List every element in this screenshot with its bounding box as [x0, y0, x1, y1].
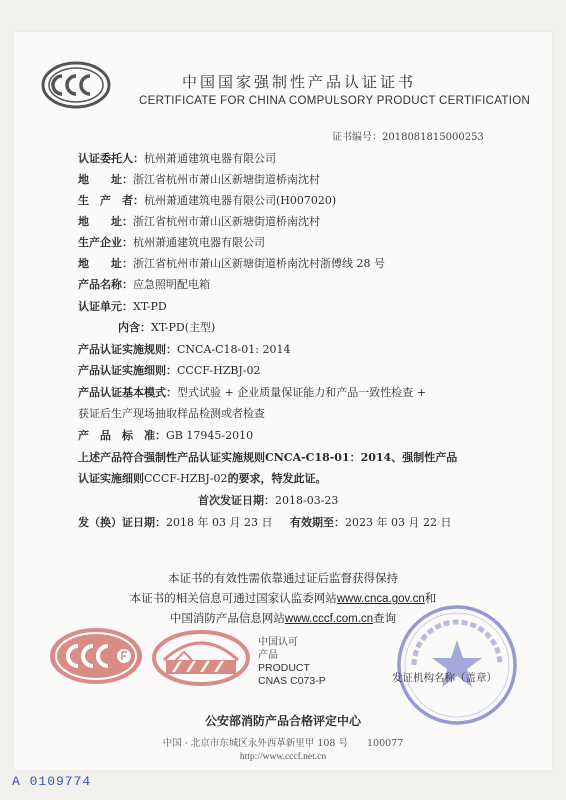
field-label: 首次发证日期：: [198, 494, 275, 507]
field-value: 应急照明配电箱: [133, 278, 210, 291]
field-value: 杭州萧通建筑电器有限公司(H007020): [144, 194, 337, 207]
notice-text: 中国消防产品信息网站: [169, 611, 285, 625]
field-label: 生产企业：: [78, 236, 133, 249]
field-label: 认证单元：: [78, 300, 133, 313]
issuing-authority: 公安部消防产品合格评定中心: [204, 714, 361, 728]
field-value: XT-PD: [133, 300, 167, 313]
field-detail-rule: [78, 362, 261, 378]
field-mode-continued: [78, 405, 265, 421]
accreditation-line: 中国认可: [258, 637, 298, 648]
field-manufacturer-address: [78, 213, 320, 229]
field-label: 产品认证实施规则：: [78, 343, 177, 356]
field-first-issue: [198, 492, 338, 508]
field-standard: [78, 427, 253, 443]
conclusion-text: 认证实施细则: [78, 472, 144, 485]
cccf-link[interactable]: www.cccf.com.cn: [284, 613, 374, 625]
notice-text: 和: [424, 591, 437, 605]
field-unit: [78, 298, 167, 314]
field-factory: [78, 234, 265, 250]
field-content: [118, 319, 215, 335]
official-seal-icon: [394, 602, 520, 728]
field-value: 浙江省杭州市萧山区新塘街道桥南沈村浙傅线 28 号: [133, 257, 385, 270]
field-value: 2023 年 03 月 22 日: [344, 516, 452, 529]
field-value: CNCA-C18-01: 2014: [177, 343, 291, 356]
accreditation-info: [258, 636, 326, 688]
field-value: 浙江省杭州市萧山区新塘街道桥南沈村: [133, 173, 320, 186]
field-value: 浙江省杭州市萧山区新塘街道桥南沈村: [133, 215, 320, 228]
field-label: 认证委托人：: [78, 152, 144, 165]
conclusion-text: 上述产品符合强制性产品认证实施规则: [78, 451, 265, 464]
field-value: GB 17945-2010: [166, 429, 254, 442]
field-label: 发（换）证日期：: [78, 516, 166, 529]
field-product-name: [78, 276, 210, 292]
field-rule: [78, 341, 290, 357]
title-chinese: 中国国家强制性产品认证证书: [182, 73, 417, 91]
field-label: 产品认证实施细则：: [78, 364, 177, 377]
field-value: 杭州萧通建筑电器有限公司: [133, 236, 265, 249]
field-value: 型式试验 + 企业质量保证能力和产品一致性检查 +: [177, 386, 426, 399]
issuer-address: 中国 · 北京市东城区永外西革新里甲 108 号 100077: [162, 738, 404, 749]
notice-text: 本证书的相关信息可通过国家认监委网站: [129, 591, 337, 605]
seal-caption: 发证机构名称（盖章）: [392, 672, 497, 684]
field-label: 生 产 者：: [78, 194, 144, 207]
conclusion-line-2: [78, 470, 327, 486]
certificate-number: 证书编号：2018081815000253: [332, 132, 484, 143]
field-value: CCCF-HZBJ-02: [177, 364, 261, 377]
conclusion-line-1: [78, 449, 457, 465]
field-manufacturer: [78, 192, 336, 208]
field-value: 2018-03-23: [275, 494, 339, 507]
field-label: 产品名称：: [78, 278, 133, 291]
accreditation-line: PRODUCT: [258, 662, 310, 674]
field-applicant-address: [78, 171, 320, 187]
field-label: 产 品 标 准：: [78, 429, 166, 442]
issuer-website[interactable]: http://www.cccf.net.cn: [239, 752, 327, 762]
field-label: 地 址：: [78, 257, 133, 270]
conclusion-text: CCCF-HZBJ-02: [144, 472, 228, 485]
conclusion-text: CNCA-C18-01：2014、强制性产品: [265, 451, 458, 464]
cnca-link[interactable]: www.cnca.gov.cn: [336, 593, 425, 605]
field-label: 内含：: [118, 321, 151, 334]
field-value: XT-PD(主型): [151, 321, 216, 334]
field-label: 有效期至：: [289, 516, 345, 529]
ccc-logo-icon: [40, 60, 112, 110]
cccf-logo-icon: [48, 626, 144, 686]
notice-line-1: 本证书的有效性需依靠通过证后监督获得保持: [168, 571, 398, 585]
notice-text: 查询: [373, 611, 397, 625]
serial-number: A 0109774: [12, 774, 92, 789]
field-applicant: [78, 150, 276, 166]
field-label: 地 址：: [78, 173, 133, 186]
field-value: 杭州萧通建筑电器有限公司: [144, 152, 276, 165]
accreditation-line: CNAS C073-P: [258, 675, 326, 687]
certificate-sheet: [14, 32, 552, 770]
title-english: CERTIFICATE FOR CHINA COMPULSORY PRODUCT CERTIFICATION: [139, 95, 531, 107]
field-mode: [78, 384, 426, 400]
field-value: 获证后生产现场抽取样品检测或者检查: [78, 407, 265, 420]
field-value: 2018 年 03 月 23 日: [166, 516, 273, 529]
field-dates: [78, 514, 451, 530]
cnas-logo-icon: [152, 630, 250, 686]
field-label: 产品认证基本模式：: [78, 386, 177, 399]
field-label: 地 址：: [78, 215, 133, 228]
field-factory-address: [78, 255, 385, 271]
accreditation-line: 产品: [258, 650, 278, 661]
conclusion-text: 的要求，特发此证。: [227, 472, 327, 485]
